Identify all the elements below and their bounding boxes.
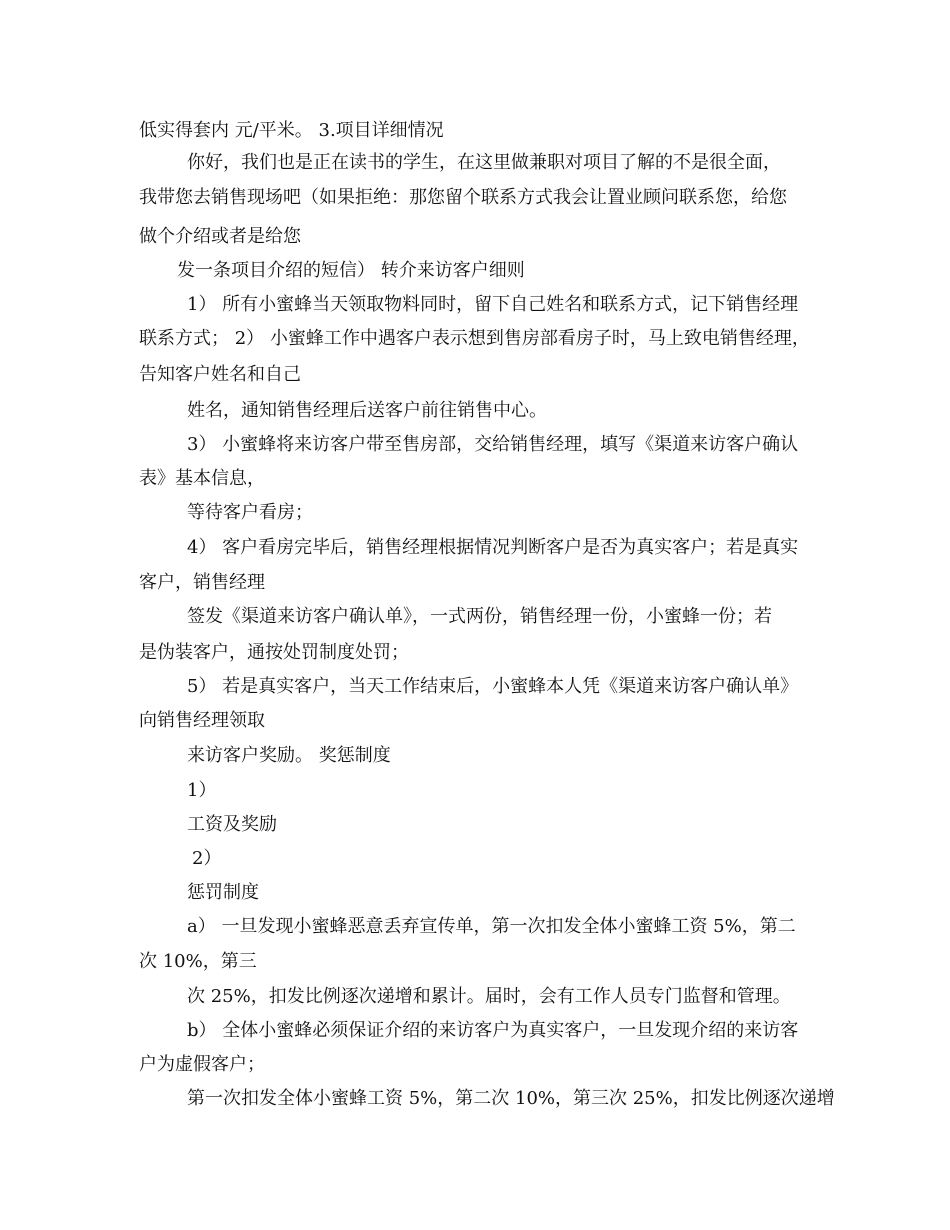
text-line: 5） 若是真实客户，当天工作结束后，小蜜蜂本人凭《渠道来访客户确认单》	[187, 676, 799, 697]
text-line: 来访客户奖励。 奖惩制度	[187, 745, 391, 766]
text-line: 次 10%，第三	[139, 951, 257, 972]
text-line: 做个介绍或者是给您	[139, 226, 301, 247]
text-line: 1） 所有小蜜蜂当天领取物料同时，留下自己姓名和联系方式，记下销售经理	[187, 294, 799, 315]
text-line: 是伪装客户，通按处罚制度处罚；	[139, 642, 409, 663]
text-line: 向销售经理领取	[139, 710, 265, 731]
text-line: 表》基本信息，	[139, 468, 265, 489]
text-line: 联系方式； 2） 小蜜蜂工作中遇客户表示想到售房部看房子时，马上致电销售经理，	[139, 328, 810, 349]
text-line: 你好，我们也是正在读书的学生，在这里做兼职对项目了解的不是很全面，	[187, 152, 781, 173]
text-line: 客户，销售经理	[139, 572, 265, 593]
text-line: 告知客户姓名和自己	[139, 364, 301, 385]
text-line: 我带您去销售现场吧（如果拒绝：那您留个联系方式我会让置业顾问联系您，给您	[139, 187, 787, 208]
text-line: 2）	[192, 848, 222, 869]
text-line: 惩罚制度	[187, 882, 259, 903]
text-line: 第一次扣发全体小蜜蜂工资 5%，第二次 10%，第三次 25%，扣发比例逐次递增	[187, 1088, 835, 1109]
text-line: a） 一旦发现小蜜蜂恶意丢弃宣传单，第一次扣发全体小蜜蜂工资 5%，第二	[187, 916, 796, 937]
text-line: 低实得套内 元/平米。 3.项目详细情况	[139, 120, 444, 141]
text-line: 次 25%，扣发比例逐次递增和累计。届时，会有工作人员专门监督和管理。	[187, 986, 791, 1007]
text-line: 1）	[187, 780, 217, 801]
text-line: 4） 客户看房完毕后，销售经理根据情况判断客户是否为真实客户；若是真实	[187, 537, 799, 558]
text-line: 姓名，通知销售经理后送客户前往销售中心。	[187, 400, 547, 421]
text-line: b） 全体小蜜蜂必须保证介绍的来访客户为真实客户，一旦发现介绍的来访客	[187, 1020, 799, 1041]
text-line: 3） 小蜜蜂将来访客户带至售房部，交给销售经理，填写《渠道来访客户确认	[187, 434, 799, 455]
text-line: 户为虚假客户；	[139, 1054, 265, 1075]
text-line: 工资及奖励	[187, 814, 277, 835]
text-line: 签发《渠道来访客户确认单》，一式两份，销售经理一份，小蜜蜂一份；若	[187, 606, 772, 627]
text-line: 等待客户看房；	[187, 502, 313, 523]
text-line: 发一条项目介绍的短信） 转介来访客户细则	[177, 260, 525, 281]
